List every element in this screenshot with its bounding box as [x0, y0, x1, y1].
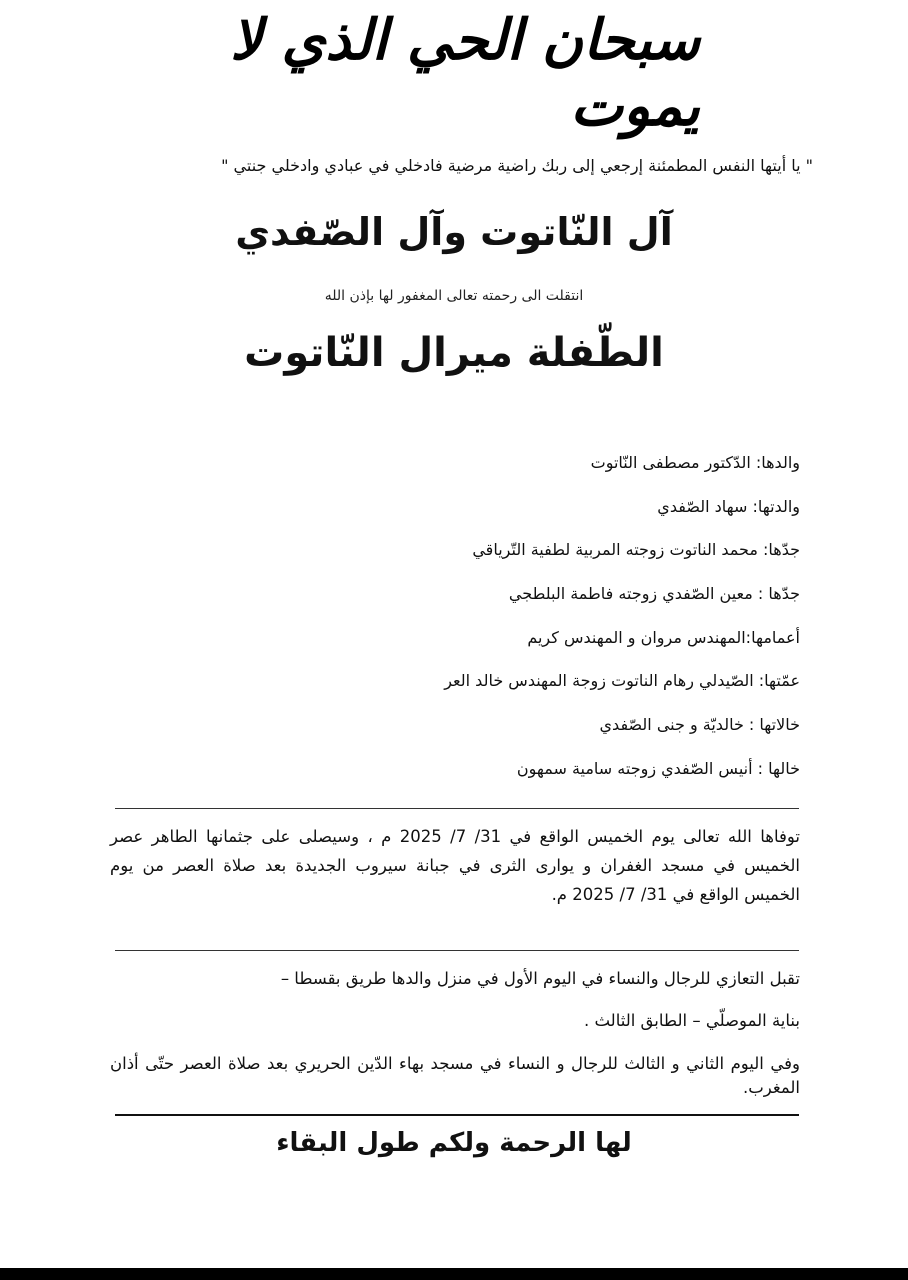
- calligraphy-header: [230, 8, 700, 138]
- condolences-line-1: تقبل التعازي للرجال والنساء في اليوم الأول في منزل والدها طريق بقسطا –: [280, 969, 800, 988]
- divider: [115, 1114, 799, 1116]
- relative-maternal-aunts: خالاتها : خالديّة و جنى الصّفدي: [599, 715, 800, 735]
- divider: [115, 950, 799, 951]
- calligraphy-text: سبحان الحي الذي لا يموت: [230, 7, 700, 139]
- relative-father: والدها: الدّكتور مصطفى النّاتوت: [590, 453, 800, 472]
- death-announcement: انتقلت الى رحمته تعالى المغفور لها بإذن الله: [324, 288, 584, 304]
- closing-phrase: لها الرحمة ولكم طول البقاء: [276, 1128, 632, 1158]
- relatives-list: [200, 448, 800, 798]
- funeral-details: توفاها الله تعالى يوم الخميس الواقع في 31/ 7/ 2025 م ، وسيصلى على جثمانها الطاهر عصر الخميس في مسجد الغفران و يوارى الثرى في جبانة سيروب الجديدة بعد صلاة العصر من يوم الخميس الواقع في 31/ 7/ 2025 م.: [110, 827, 800, 904]
- bottom-border: [0, 1268, 908, 1280]
- condolences-line-2: بناية الموصلّي – الطابق الثالث .: [583, 1011, 800, 1030]
- relative-maternal-grandfather: جدّها : معين الصّفدي زوجته فاطمة البلطجي: [508, 584, 800, 604]
- condolences-line-3: وفي اليوم الثاني و الثالث للرجال و النساء في مسجد بهاء الدّين الحريري بعد صلاة العصر حتّى أذان المغرب.: [110, 1054, 800, 1097]
- divider: [115, 808, 799, 809]
- relative-maternal-uncle: خالها : أنيس الصّفدي زوجته سامية سمهون: [516, 758, 800, 778]
- families-title: آل النّاتوت وآل الصّفدي: [235, 210, 673, 254]
- quran-verse: " يا أيتها النفس المطمئنة إرجعي إلى ربك راضية مرضية فادخلي في عبادي وادخلي جنتي ": [221, 156, 813, 175]
- relative-paternal-grandfather: جدّها: محمد الناتوت زوجته المربية لطفية التّرياقي: [472, 540, 800, 560]
- relative-aunt: عمّتها: الصّيدلي رهام الناتوت زوجة المهندس خالد العر: [444, 671, 800, 691]
- deceased-name: الطّفلة ميرال النّاتوت: [244, 330, 664, 376]
- relative-uncles: أعمامها:المهندس مروان و المهندس كريم: [527, 627, 800, 647]
- relative-mother: والدتها: سهاد الصّفدي: [657, 496, 800, 516]
